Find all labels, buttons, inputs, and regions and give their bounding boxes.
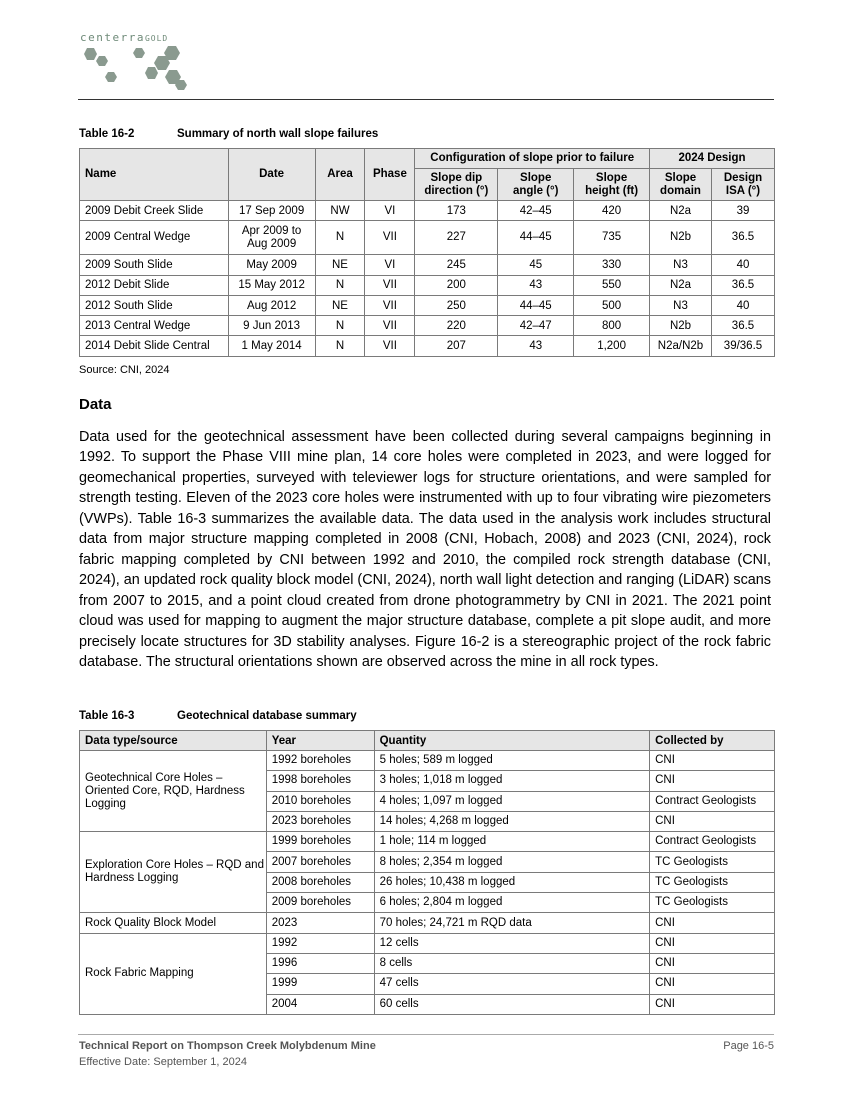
geotechnical-database-table [79,730,775,1015]
cell-year: 1992 [266,933,374,953]
cell-year: 1999 boreholes [266,832,374,852]
cell-date: Aug 2012 [228,295,315,315]
cell-collected-by: Contract Geologists [650,791,775,811]
cell-domain: N3 [650,295,712,315]
cell-isa: 40 [711,255,774,275]
cell-height: 800 [574,316,650,336]
cell-height: 1,200 [574,336,650,356]
cell-date: 1 May 2014 [228,336,315,356]
cell-year: 1998 boreholes [266,771,374,791]
col-header-collected-by: Collected by [650,731,775,751]
cell-height: 420 [574,201,650,221]
table-row [80,751,775,771]
cell-name: 2009 Central Wedge [80,221,229,255]
table-row [80,913,775,933]
table-source-note: Source: CNI, 2024 [79,364,170,376]
cell-isa: 39/36.5 [711,336,774,356]
cell-area: NE [315,255,365,275]
footer-effective-date: Effective Date: September 1, 2024 [79,1056,247,1068]
cell-quantity: 6 holes; 2,804 m logged [374,893,650,913]
table-caption: Table 16-2 Summary of north wall slope failures [79,128,379,140]
cell-date: Apr 2009 to Aug 2009 [228,221,315,255]
cell-domain: N3 [650,255,712,275]
cell-height: 735 [574,221,650,255]
cell-domain: N2a/N2b [650,336,712,356]
cell-isa: 40 [711,295,774,315]
cell-quantity: 70 holes; 24,721 m RQD data [374,913,650,933]
cell-angle: 43 [498,275,574,295]
cell-collected-by: CNI [650,994,775,1014]
company-logo-text: centerraGOLD [80,31,169,44]
cell-isa: 36.5 [711,221,774,255]
cell-collected-by: CNI [650,933,775,953]
cell-year: 2009 boreholes [266,893,374,913]
cell-height: 550 [574,275,650,295]
cell-phase: VI [365,201,415,221]
cell-domain: N2b [650,316,712,336]
cell-angle: 43 [498,336,574,356]
col-header-slope-angle: Slope angle (°) [498,169,574,201]
col-header-area: Area [315,149,365,201]
cell-date: May 2009 [228,255,315,275]
cell-quantity: 4 holes; 1,097 m logged [374,791,650,811]
cell-isa: 36.5 [711,275,774,295]
cell-name: 2014 Debit Slide Central [80,336,229,356]
col-header-name: Name [80,149,229,201]
table-row [80,275,775,295]
table-row [80,295,775,315]
cell-name: 2012 Debit Slide [80,275,229,295]
cell-collected-by: Contract Geologists [650,832,775,852]
cell-phase: VII [365,221,415,255]
cell-area: NW [315,201,365,221]
table-row [80,832,775,852]
cell-quantity: 26 holes; 10,438 m logged [374,872,650,892]
cell-dip: 227 [415,221,498,255]
cell-year: 2007 boreholes [266,852,374,872]
cell-quantity: 14 holes; 4,268 m logged [374,811,650,831]
cell-date: 9 Jun 2013 [228,316,315,336]
cell-area: N [315,221,365,255]
footer-page-number: Page 16-5 [723,1040,774,1052]
cell-dip: 245 [415,255,498,275]
cell-angle: 42–45 [498,201,574,221]
cell-quantity: 47 cells [374,974,650,994]
cell-collected-by: CNI [650,974,775,994]
hexagon-logo-icon [78,44,198,96]
cell-phase: VII [365,336,415,356]
cell-collected-by: CNI [650,751,775,771]
cell-height: 330 [574,255,650,275]
footer-divider [78,1034,774,1035]
cell-dip: 207 [415,336,498,356]
table-row [80,336,775,356]
cell-area: N [315,275,365,295]
cell-year: 2023 [266,913,374,933]
cell-quantity: 1 hole; 114 m logged [374,832,650,852]
table-caption: Table 16-3 Geotechnical database summary [79,710,357,722]
col-header-phase: Phase [365,149,415,201]
slope-failures-table [79,148,775,357]
cell-phase: VII [365,295,415,315]
cell-data-type: Rock Fabric Mapping [80,933,267,1014]
cell-quantity: 60 cells [374,994,650,1014]
cell-name: 2009 Debit Creek Slide [80,201,229,221]
cell-year: 1996 [266,953,374,973]
col-header-design-isa: Design ISA (°) [711,169,774,201]
cell-collected-by: CNI [650,913,775,933]
cell-isa: 39 [711,201,774,221]
cell-phase: VI [365,255,415,275]
cell-collected-by: CNI [650,771,775,791]
cell-quantity: 8 cells [374,953,650,973]
cell-year: 1999 [266,974,374,994]
cell-domain: N2a [650,275,712,295]
col-header-date: Date [228,149,315,201]
cell-year: 2004 [266,994,374,1014]
cell-dip: 250 [415,295,498,315]
cell-dip: 220 [415,316,498,336]
cell-angle: 45 [498,255,574,275]
cell-quantity: 12 cells [374,933,650,953]
footer-report-title: Technical Report on Thompson Creek Molybdenum Mine [79,1040,376,1052]
cell-dip: 173 [415,201,498,221]
cell-collected-by: CNI [650,811,775,831]
table-row [80,201,775,221]
col-header-type: Data type/source [80,731,267,751]
cell-isa: 36.5 [711,316,774,336]
group-header-config: Configuration of slope prior to failure [415,149,650,169]
cell-collected-by: TC Geologists [650,872,775,892]
group-header-design: 2024 Design [650,149,775,169]
col-header-dip-direction: Slope dip direction (°) [415,169,498,201]
cell-angle: 44–45 [498,295,574,315]
col-header-year: Year [266,731,374,751]
cell-quantity: 8 holes; 2,354 m logged [374,852,650,872]
table-row [80,316,775,336]
table-row [80,255,775,275]
col-header-quantity: Quantity [374,731,650,751]
cell-area: N [315,316,365,336]
cell-angle: 44–45 [498,221,574,255]
cell-collected-by: TC Geologists [650,893,775,913]
col-header-slope-domain: Slope domain [650,169,712,201]
cell-domain: N2a [650,201,712,221]
cell-angle: 42–47 [498,316,574,336]
table-row [80,221,775,255]
cell-date: 17 Sep 2009 [228,201,315,221]
cell-phase: VII [365,275,415,295]
cell-dip: 200 [415,275,498,295]
cell-year: 2010 boreholes [266,791,374,811]
section-heading: Data [79,396,112,413]
cell-year: 1992 boreholes [266,751,374,771]
cell-height: 500 [574,295,650,315]
cell-name: 2012 South Slide [80,295,229,315]
body-paragraph: Data used for the geotechnical assessment have been collected during several campaigns beginning in 1992. To support the Phase VIII mine plan, 14 core holes were completed in 2023, and were logged for geomechanical properties, surveyed with televiewer logs for structure orientations, and were sampled for strength testing. Eleven of the 2023 core holes were instrumented with up to four vibrating wire piezometers (VWPs). Table 16-3 summarizes the available data. The data used in the analysis work includes structural data from major structure mapping completed in 2008 (CNI, Hobach, 2008) and 2023 (CNI, 2024), rock fabric mapping completed by CNI between 1992 and 2010, the compiled rock strength database (CNI, 2024), an updated rock quality block model (CNI, 2024), north wall light detection and ranging (LiDAR) scans from 2007 to 2015, and a point cloud created from drone photogrammetry by CNI in 2021. The 2021 point cloud was used for mapping to augment the major structure database, complete a pit slope audit, and more precisely locate structures for 3D stability analyses. Figure 16-2 is a stereographic project of the rock fabric database. The structural orientations shown are observed across the mine in all rock types. [79,429,771,670]
cell-data-type: Rock Quality Block Model [80,913,267,933]
cell-year: 2008 boreholes [266,872,374,892]
cell-quantity: 3 holes; 1,018 m logged [374,771,650,791]
page-header [78,26,774,100]
cell-data-type: Exploration Core Holes – RQD and Hardness Logging [80,832,267,913]
cell-area: NE [315,295,365,315]
cell-collected-by: TC Geologists [650,852,775,872]
cell-year: 2023 boreholes [266,811,374,831]
cell-domain: N2b [650,221,712,255]
cell-area: N [315,336,365,356]
col-header-slope-height: Slope height (ft) [574,169,650,201]
cell-data-type: Geotechnical Core Holes – Oriented Core, RQD, Hardness Logging [80,751,267,832]
cell-date: 15 May 2012 [228,275,315,295]
cell-name: 2009 South Slide [80,255,229,275]
cell-name: 2013 Central Wedge [80,316,229,336]
cell-quantity: 5 holes; 589 m logged [374,751,650,771]
table-row [80,933,775,953]
cell-collected-by: CNI [650,953,775,973]
cell-phase: VII [365,316,415,336]
